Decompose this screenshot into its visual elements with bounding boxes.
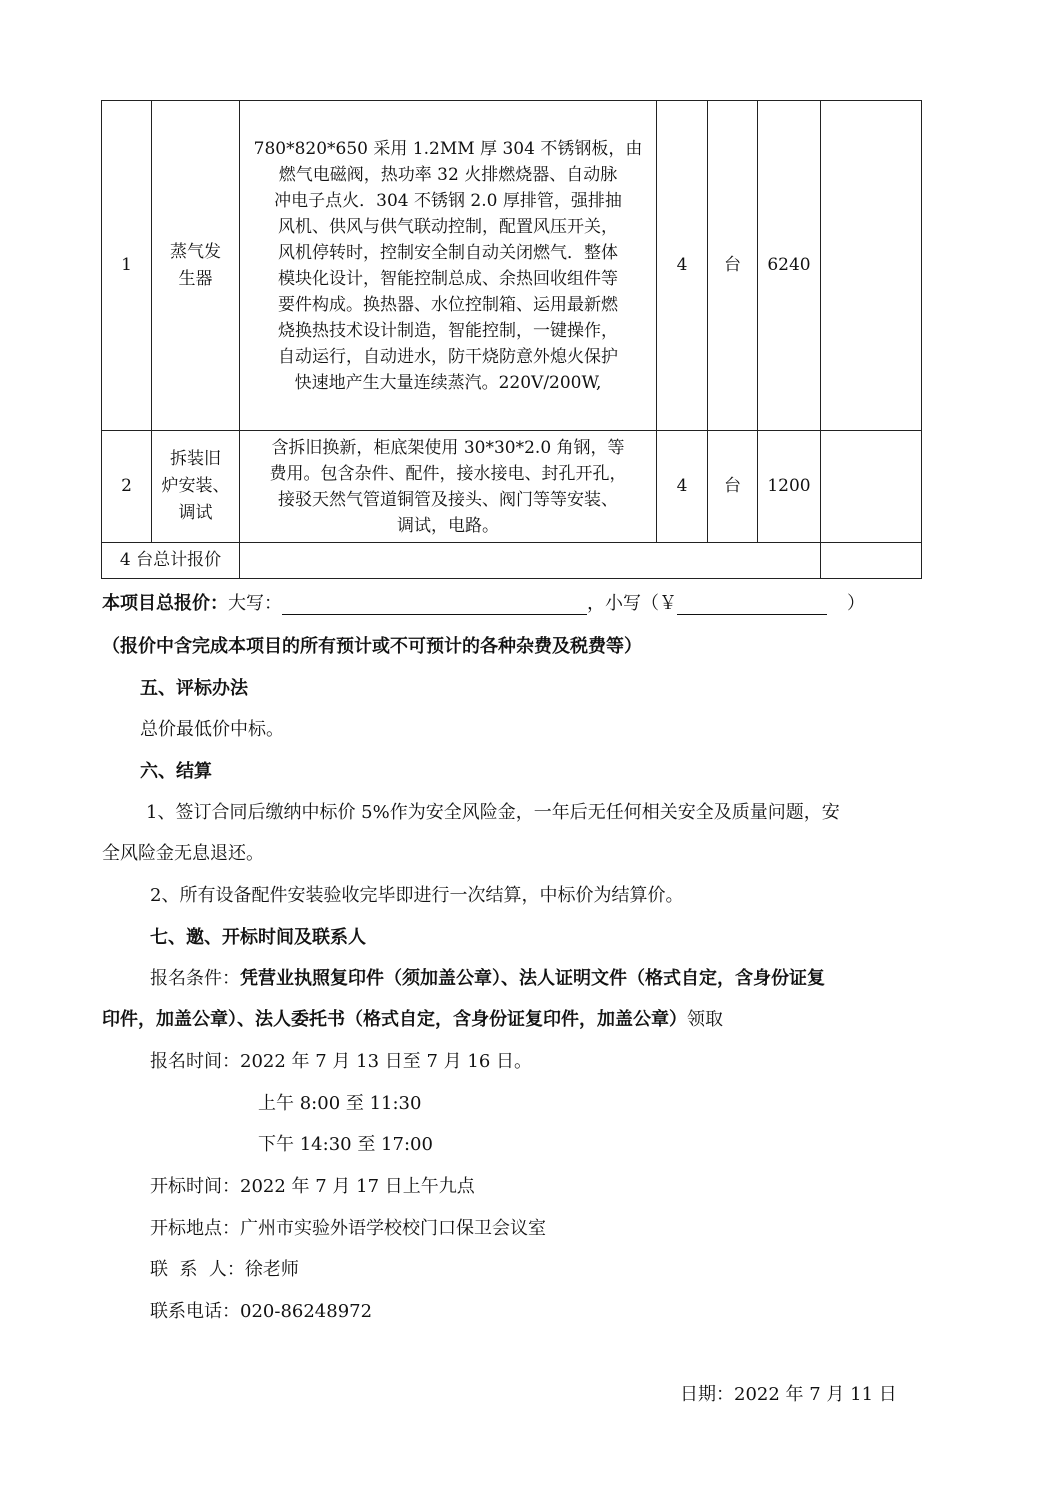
registration-time-morning: 上午 8:00 至 11:30 (258, 1093, 422, 1114)
table-total-row (102, 543, 922, 579)
item-qty: 4 (657, 101, 708, 431)
contact-person: 联 系 人：徐老师 (150, 1259, 299, 1280)
item-name: 蒸气发 生器 (152, 101, 240, 431)
price-note: （报价中含完成本项目的所有预计或不可预计的各种杂费及税费等） (102, 636, 642, 657)
total-row-label: 4 台总计报价 (102, 543, 240, 579)
section-5-body: 总价最低价中标。 (140, 719, 284, 740)
item-total (821, 431, 922, 543)
registration-line2: 印件，加盖公章）、法人委托书（格式自定，含身份证复印件，加盖公章）领取 (102, 1009, 723, 1030)
item-spec: 780*820*650 采用 1.2MM 厚 304 不锈钢板，由 燃气电磁阀，热功率 32 火排燃烧器、自动脉 冲电子点火．304 不锈钢 2.0 厚排管，强排抽 风机、供风与供气联动控制，配置风压开关， 风机停转时，控制安全制自动关闭燃气．整体 模块化设计，智能控制总成、余热回收组件等 要件构成。换热器、水位控制箱、运用最新燃 烧换热技术设计制造，智能控制，一键操作， 自动运行，自动进水，防干烧防意外熄火保护 快速地产生大量连续蒸汽。220V/200W, (240, 101, 657, 431)
row-number: 1 (102, 101, 152, 431)
item-qty: 4 (657, 431, 708, 543)
section-7-title: 七、邀、开标时间及联系人 (150, 927, 366, 948)
section-6-title: 六、结算 (140, 761, 212, 782)
table-row (102, 101, 922, 431)
registration-line1: 报名条件：凭营业执照复印件（须加盖公章）、法人证明文件（格式自定，含身份证复 (150, 968, 825, 989)
document-date: 日期：2022 年 7 月 11 日 (680, 1384, 897, 1405)
total-row-extra (821, 543, 922, 579)
section-6-item2: 2、所有设备配件安装验收完毕即进行一次结算，中标价为结算价。 (150, 885, 684, 906)
item-price: 1200 (758, 431, 821, 543)
item-unit: 台 (708, 101, 758, 431)
opening-time: 开标时间：2022 年 7 月 17 日上午九点 (150, 1176, 475, 1197)
item-price: 6240 (758, 101, 821, 431)
quote-table (101, 100, 922, 579)
item-name: 拆装旧 炉安装、 调试 (152, 431, 240, 543)
registration-time: 报名时间：2022 年 7 月 13 日至 7 月 16 日。 (150, 1051, 533, 1072)
item-unit: 台 (708, 431, 758, 543)
item-total (821, 101, 922, 431)
table-row (102, 431, 922, 543)
total-price-xiaoxie-blank (677, 594, 827, 615)
row-number: 2 (102, 431, 152, 543)
item-spec: 含拆旧换新，柜底架使用 30*30*2.0 角钢，等 费用。包含杂件、配件，接水接电、封孔开孔， 接驳天然气管道铜管及接头、阀门等等安装、 调试，电路。 (240, 431, 657, 543)
contact-phone: 联系电话：020-86248972 (150, 1301, 373, 1322)
total-row-value (240, 543, 821, 579)
section-5-title: 五、评标办法 (140, 678, 248, 699)
registration-time-afternoon: 下午 14:30 至 17:00 (258, 1134, 433, 1155)
opening-place: 开标地点：广州市实验外语学校校门口保卫会议室 (150, 1218, 546, 1239)
section-6-item1-line2: 全风险金无息退还。 (102, 843, 264, 864)
total-price-daxie-blank (282, 594, 587, 615)
section-6-item1-line1: 1、签订合同后缴纳中标价 5%作为安全风险金，一年后无任何相关安全及质量问题，安 (146, 802, 840, 823)
total-price-line: 本项目总报价：大写： ，小写（￥ ） (102, 593, 865, 614)
